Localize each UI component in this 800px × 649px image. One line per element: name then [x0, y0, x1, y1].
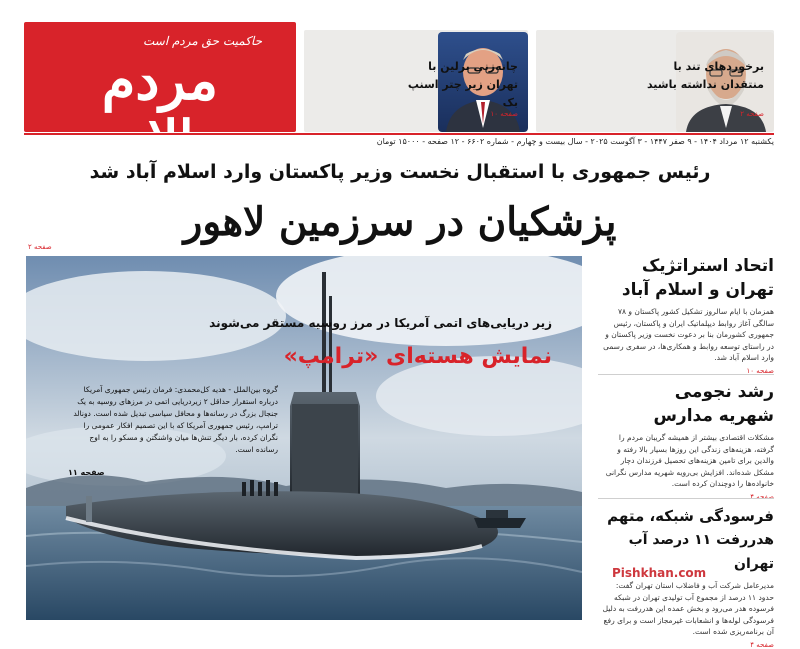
story-body: همزمان با ایام سالروز تشکیل کشور پاکستان و ۷۸ سالگی آغاز روابط دیپلماتیک ایران و پاکستان، رئیس جمهوری کشورمان بنا بر دعوت نخست وزیر پاکستان و در راستای توسعه روابط و همکاری‌ها، در سفری رسمی وارد اسلام آباد شد. — [603, 307, 774, 362]
story-page: صفحه ۴ — [750, 640, 774, 649]
column-divider — [598, 374, 774, 375]
story-headline-line-2: شهریه مدارس — [653, 406, 774, 426]
story-page: صفحه ۱۰ — [746, 366, 774, 375]
hero-page: صفحه ۱۱ — [68, 468, 105, 477]
story-body: مدیرعامل شرکت آب و فاضلاب استان تهران گفت: حدود ۱۱ درصد از مجموع آب تولیدی تهران در شبکه فرسوده هدر می‌رود و بخش عمده این هدررفت به دلیل فرسودگی لوله‌ها و انشعابات غیرمجاز است و برای رفع آن برنامه‌ریزی شده است. — [602, 581, 774, 636]
story-headline-line-2: تهران و اسلام آباد — [621, 280, 774, 300]
story-headline-line-1: فرسودگی شبکه، متهم — [607, 507, 774, 525]
watermark: Pishkhan.com — [612, 566, 707, 580]
hero-body: گروه بین‌الملل - هدیه کل‌محمدی: فرمان رئیس جمهوری آمریکا درباره استقرار حداقل ۲ زیردریایی اتمی در مرزهای روسیه به یک جنجال بزرگ در رسانه‌ها و محافل سیاسی تبدیل شده است. دونالد ترامپ، رئیس جمهوری آمریکا که با این تصمیم افکار عمومی را نگران کرده، بار دیگر تنش‌ها میان واشنگتن و مسکو را به اوج رسانده است. — [73, 385, 278, 454]
teaser-critics[interactable] — [536, 30, 774, 132]
hero-image-submarine[interactable] — [26, 256, 582, 620]
story-headline-line-1: اتحاد استراتژیک — [641, 256, 774, 276]
masthead-slogan: حاکمیت حق مردم است — [143, 34, 262, 48]
main-page: صفحه ۲ — [28, 243, 52, 251]
teaser-page: صفحه ۲ — [740, 110, 764, 118]
story-headline-line-1: رشد نجومی — [674, 382, 774, 402]
teaser-page: صفحه ۱۰ — [490, 110, 518, 118]
story-strategic-alliance[interactable] — [598, 254, 774, 375]
main-headline: پزشکیان در سرزمین لاهور — [183, 199, 617, 245]
hero-kicker: زیر دریایی‌های اتمی آمریکا در مرز روسیه مستقر می‌شوند — [209, 316, 552, 330]
story-body: مشکلات اقتصادی بیشتر از همیشه گریبان مردم را گرفته، هزینه‌های زندگی این روزها بسیار بالا رفته و والدین برای تامین هزینه‌های تحصیل فرزندان دچار مشکل شده‌اند. افزایش بی‌رویه شهریه مدارس نگرانی خانواده‌ها را دوچندان کرده است. — [605, 433, 774, 488]
column-divider — [598, 498, 774, 499]
story-headline-line-2: هدررفت ۱۱ درصد آب تهران — [628, 532, 774, 572]
teaser-berlin[interactable] — [304, 30, 528, 132]
story-school-fees[interactable] — [598, 380, 774, 501]
teaser-headline: چانه‌زنی برلین با تهران زیر چتر اسنپ بک — [407, 60, 518, 109]
hero-title: نمایش هسته‌ای «ترامپ» — [283, 344, 552, 369]
masthead-brand: مردم سالاری — [79, 48, 241, 172]
teaser-headline: برخوردهای تند با منتقدان نداشته باشید — [646, 60, 764, 91]
dateline: یکشنبه ۱۲ مرداد ۱۴۰۴ - ۹ صفر ۱۴۴۷ - ۳ آگوست ۲۰۲۵ - سال بیست و چهارم - شماره ۶۶۰۲ - ۱۲ صفحه - ۱۵۰۰۰ تومان — [24, 133, 774, 149]
main-overline: رئیس جمهوری با استقبال نخست وزیر پاکستان وارد اسلام آباد شد — [89, 161, 711, 183]
masthead — [24, 22, 296, 172]
story-page: صفحه ۴ — [750, 492, 774, 501]
